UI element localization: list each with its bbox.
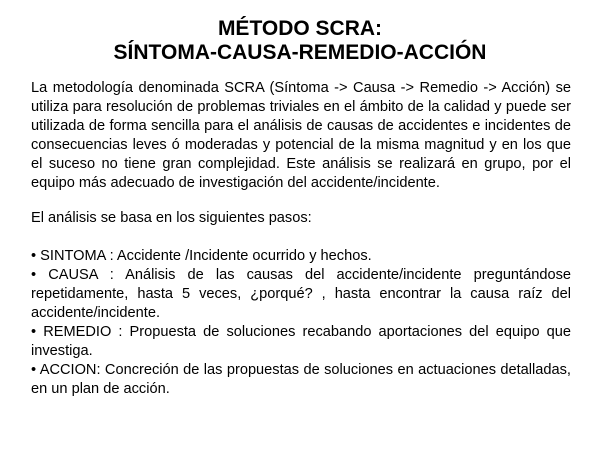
slide-title: MÉTODO SCRA: [217, 17, 383, 40]
step-remedio: • REMEDIO : Propuesta de soluciones recabando aportaciones del equipo que investiga. [31, 324, 571, 359]
step-accion: • ACCION: Concreción de las propuestas de soluciones en actuaciones detalladas, en un plan de acción. [31, 362, 571, 397]
intro-paragraph: La metodología denominada SCRA (Síntoma -> Causa -> Remedio -> Acción) se utiliza para resolución de problemas triviales en el ámbito de la calidad y puede ser utilizada de forma sencilla para el análisis de causas de accidentes e incidentes de consecuencias leves ó moderadas y potencial de la misma magnitud y en los que el suceso no tiene gran complejidad. Este análisis se realizará en grupo, por el equipo más adecuado de investigación del accidente/incidente. [31, 80, 571, 191]
slide-subtitle: SÍNTOMA-CAUSA-REMEDIO-ACCIÓN [113, 41, 487, 64]
steps-lead: El análisis se basa en los siguientes pasos: [31, 210, 312, 226]
steps-list [31, 247, 571, 399]
step-causa: • CAUSA : Análisis de las causas del accidente/incidente preguntándose repetidamente, hasta 5 veces, ¿porqué? , hasta encontrar la causa raíz del accidente/incidente. [31, 267, 571, 321]
step-sintoma: • SINTOMA : Accidente /Incidente ocurrido y hechos. [31, 248, 372, 264]
slide-body [31, 79, 571, 399]
